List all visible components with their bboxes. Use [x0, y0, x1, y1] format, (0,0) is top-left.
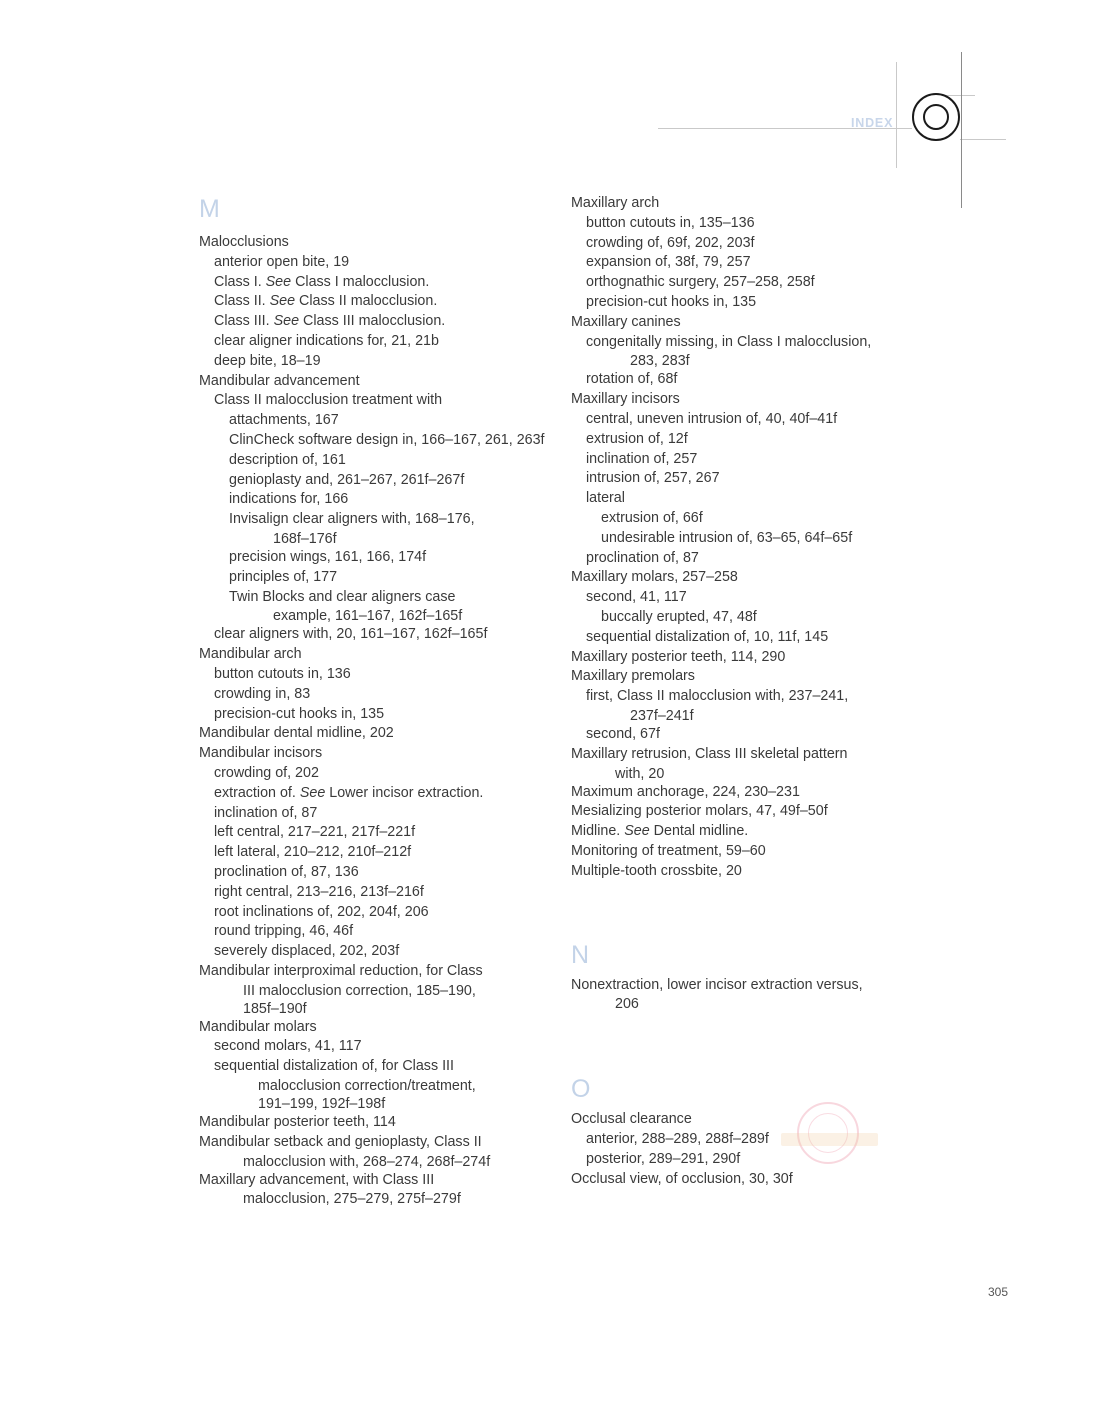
index-entry	[199, 490, 549, 510]
index-entry	[199, 843, 549, 863]
index-entry-text: Mandibular setback and genioplasty, Class II	[199, 1133, 482, 1150]
index-entry-text: precision-cut hooks in, 135	[586, 293, 757, 310]
section-letter-n: N	[571, 940, 590, 969]
index-entry-text: Monitoring of treatment, 59–60	[571, 842, 766, 859]
index-entry-text: ClinCheck software design in, 166–167, 261, 263f	[229, 431, 545, 448]
index-entry	[199, 804, 549, 824]
index-entry	[199, 903, 549, 923]
index-entry	[199, 883, 549, 903]
page-number: 305	[988, 1285, 1009, 1299]
index-entry	[571, 509, 911, 529]
index-entries-o	[571, 1110, 911, 1189]
index-entry	[199, 1133, 549, 1171]
index-entry-text: deep bite, 18–19	[214, 352, 321, 369]
index-entry	[199, 665, 549, 685]
index-entry	[571, 1150, 911, 1170]
index-entry-text: Maxillary canines	[571, 313, 681, 330]
index-entry	[571, 783, 911, 803]
index-entry-text: precision-cut hooks in, 135	[214, 705, 385, 722]
index-entry-text: principles of, 177	[229, 568, 338, 585]
section-letter-o: O	[571, 1075, 591, 1104]
index-entry-continuation: 237f–241f	[630, 707, 694, 724]
index-entry-text: undesirable intrusion of, 63–65, 64f–65f	[601, 529, 853, 546]
index-entry	[571, 214, 911, 234]
index-entry-text: second, 67f	[586, 725, 660, 742]
index-entry-text: Mesializing posterior molars, 47, 49f–50f	[571, 803, 828, 820]
index-entry	[199, 962, 549, 1018]
index-entry	[571, 390, 911, 410]
index-entry-text: second, 41, 117	[586, 589, 687, 606]
header-index-label: INDEX	[851, 116, 894, 130]
index-entry	[571, 194, 911, 214]
index-entries-left	[199, 233, 549, 1208]
index-entry-text: precision wings, 161, 166, 174f	[229, 548, 427, 565]
index-entry-text: orthognathic surgery, 257–258, 258f	[586, 274, 815, 291]
index-entry	[199, 744, 549, 764]
section-letter-ring-inner-icon	[923, 104, 949, 130]
index-entry-text: severely displaced, 202, 203f	[214, 943, 400, 960]
index-entry	[571, 862, 911, 882]
index-entry	[571, 293, 911, 313]
index-entry	[571, 370, 911, 390]
index-entry-text: clear aligners with, 20, 161–167, 162f–165f	[214, 626, 488, 643]
index-entry-text: left central, 217–221, 217f–221f	[214, 824, 416, 841]
header-vertical-rule-main	[961, 52, 962, 208]
index-entry	[199, 685, 549, 705]
index-column-left	[199, 194, 549, 1208]
index-entry-continuation: malocclusion, 275–279, 275f–279f	[243, 1191, 461, 1208]
index-entry-text: Mandibular arch	[199, 646, 302, 663]
index-entry	[571, 313, 911, 333]
index-entry-text: Malocclusions	[199, 234, 289, 250]
index-entry-text: right central, 213–216, 213f–216f	[214, 883, 424, 900]
index-entry-text: extrusion of, 12f	[586, 430, 688, 447]
index-entry	[199, 273, 549, 293]
index-entry-continuation: 191–199, 192f–198f	[258, 1096, 386, 1113]
index-entry	[199, 625, 549, 645]
index-entry	[199, 332, 549, 352]
index-entry	[199, 253, 549, 273]
index-entry-text: buccally erupted, 47, 48f	[601, 608, 757, 625]
index-entry	[199, 568, 549, 588]
index-entry	[571, 469, 911, 489]
index-entry	[199, 645, 549, 665]
index-entry-continuation: with, 20	[615, 765, 665, 782]
index-entry-text: Maxillary arch	[571, 195, 660, 211]
index-entry	[199, 451, 549, 471]
index-entry-text: Midline. See Dental midline.	[571, 823, 749, 840]
index-entry-text: Class III. See Class III malocclusion.	[214, 313, 446, 330]
index-entry	[199, 312, 549, 332]
index-entry-continuation: III malocclusion correction, 185–190,	[243, 982, 476, 999]
index-entry	[199, 705, 549, 725]
index-entry	[199, 352, 549, 372]
index-entry-text: Invisalign clear aligners with, 168–176,	[229, 511, 475, 528]
index-entry-text: central, uneven intrusion of, 40, 40f–41f	[586, 410, 838, 427]
index-entry-continuation: 283, 283f	[630, 353, 690, 370]
index-entry-text: lateral	[586, 490, 625, 507]
index-entry-text: round tripping, 46, 46f	[214, 923, 354, 940]
index-entry	[199, 1018, 549, 1038]
index-entry	[199, 823, 549, 843]
index-entry	[571, 1110, 911, 1130]
index-entry	[571, 608, 911, 628]
index-entry	[199, 233, 549, 253]
index-entry	[199, 372, 549, 392]
index-entry-continuation: example, 161–167, 162f–165f	[273, 608, 463, 625]
index-entry	[199, 863, 549, 883]
watermark-stamp-band	[781, 1133, 878, 1146]
index-entry	[571, 842, 911, 862]
index-entry	[571, 489, 911, 509]
index-entry	[199, 1037, 549, 1057]
index-entry	[199, 942, 549, 962]
index-entry-text: Occlusal clearance	[571, 1111, 692, 1128]
index-entry	[571, 410, 911, 430]
index-entry	[199, 391, 549, 411]
index-entry-text: Nonextraction, lower incisor extraction versus,	[571, 976, 863, 993]
header-vertical-rule	[896, 62, 897, 168]
index-entry-text: Mandibular posterior teeth, 114	[199, 1114, 396, 1131]
index-entry-text: first, Class II malocclusion with, 237–241,	[586, 688, 849, 705]
index-entry	[571, 745, 911, 783]
index-entry-text: Twin Blocks and clear aligners case	[229, 588, 456, 605]
index-entry-text: Maxillary posterior teeth, 114, 290	[571, 648, 786, 665]
index-column-right	[571, 194, 911, 1189]
index-entry	[571, 253, 911, 273]
index-entry-text: anterior, 288–289, 288f–289f	[586, 1131, 769, 1148]
index-entry-text: root inclinations of, 202, 204f, 206	[214, 903, 429, 920]
index-entry	[571, 687, 911, 725]
index-entry-text: Maxillary premolars	[571, 668, 695, 685]
index-entry-text: Multiple-tooth crossbite, 20	[571, 862, 742, 879]
index-entry	[199, 471, 549, 491]
index-entry-continuation: malocclusion with, 268–274, 268f–274f	[243, 1153, 491, 1170]
index-entry-text: sequential distalization of, for Class III	[214, 1058, 454, 1075]
index-entry	[571, 234, 911, 254]
index-entry	[199, 292, 549, 312]
index-entry	[571, 450, 911, 470]
index-entry-text: Class I. See Class I malocclusion.	[214, 273, 430, 290]
index-entry-text: expansion of, 38f, 79, 257	[586, 254, 751, 271]
index-entry	[199, 510, 549, 548]
index-entry-text: sequential distalization of, 10, 11f, 145	[586, 628, 829, 645]
index-entry	[571, 1170, 911, 1190]
index-entry	[571, 667, 911, 687]
index-entry-continuation: malocclusion correction/treatment,	[258, 1078, 476, 1095]
index-entry	[199, 1057, 549, 1113]
index-entry-text: posterior, 289–291, 290f	[586, 1150, 741, 1167]
index-entry	[199, 724, 549, 744]
index-entry-text: crowding of, 202	[214, 764, 319, 781]
index-entry-text: congenitally missing, in Class I malocclusion,	[586, 333, 872, 350]
index-entry	[571, 725, 911, 745]
index-entry	[199, 431, 549, 451]
index-entry-text: Maxillary advancement, with Class III	[199, 1171, 435, 1188]
header-cross-rule	[960, 139, 1006, 140]
index-entry-text: Mandibular molars	[199, 1018, 317, 1035]
index-entry	[571, 648, 911, 668]
index-entry	[571, 430, 911, 450]
index-entry	[571, 588, 911, 608]
index-entry-text: proclination of, 87, 136	[214, 863, 359, 880]
index-entry	[571, 529, 911, 549]
index-entries-right	[571, 194, 911, 882]
index-entry-text: attachments, 167	[229, 412, 339, 429]
index-entry-text: crowding of, 69f, 202, 203f	[586, 234, 755, 251]
index-entry-text: Maximum anchorage, 224, 230–231	[571, 783, 800, 800]
index-entry-text: button cutouts in, 135–136	[586, 214, 755, 231]
section-letter-m: M	[199, 195, 220, 223]
index-entry	[571, 628, 911, 648]
index-entry-text: Maxillary incisors	[571, 391, 680, 408]
index-entry	[199, 548, 549, 568]
index-entry-text: Class II. See Class II malocclusion.	[214, 293, 438, 310]
index-entry-text: rotation of, 68f	[586, 371, 678, 388]
index-entry-text: extraction of. See Lower incisor extraction.	[214, 784, 484, 801]
index-entry	[571, 549, 911, 569]
index-entry-text: Class II malocclusion treatment with	[214, 392, 443, 409]
index-entry	[571, 802, 911, 822]
index-entry-text: description of, 161	[229, 451, 346, 468]
index-entry-continuation: 185f–190f	[243, 1000, 307, 1017]
index-entry-text: Maxillary molars, 257–258	[571, 569, 738, 586]
index-entry-continuation: 206	[615, 996, 639, 1013]
index-entry-text: button cutouts in, 136	[214, 665, 351, 682]
index-entry-text: second molars, 41, 117	[214, 1038, 362, 1055]
index-entry	[199, 411, 549, 431]
index-entry-text: extrusion of, 66f	[601, 509, 703, 526]
index-entry	[199, 588, 549, 626]
index-entry	[199, 1171, 549, 1209]
index-entry	[571, 333, 911, 371]
index-entry	[571, 822, 911, 842]
index-entry	[571, 568, 911, 588]
index-entry-text: anterior open bite, 19	[214, 253, 350, 270]
index-entry	[199, 922, 549, 942]
index-entry-text: left lateral, 210–212, 210f–212f	[214, 844, 412, 861]
index-entry-text: clear aligner indications for, 21, 21b	[214, 332, 439, 349]
index-entry-text: proclination of, 87	[586, 549, 699, 566]
index-entry-text: inclination of, 257	[586, 450, 698, 467]
index-entry	[571, 976, 911, 1014]
index-entry	[199, 1113, 549, 1133]
index-entry-text: crowding in, 83	[214, 685, 311, 702]
index-entry-text: genioplasty and, 261–267, 261f–267f	[229, 471, 465, 488]
index-entry-continuation: 168f–176f	[273, 530, 337, 547]
index-entry-text: Mandibular interproximal reduction, for Class	[199, 962, 483, 979]
index-entry-text: Mandibular advancement	[199, 372, 360, 389]
index-entry-text: Maxillary retrusion, Class III skeletal pattern	[571, 745, 848, 762]
index-entry	[199, 764, 549, 784]
index-entry	[571, 273, 911, 293]
index-entry-text: indications for, 166	[229, 491, 349, 508]
index-entry	[199, 784, 549, 804]
index-entry-text: Occlusal view, of occlusion, 30, 30f	[571, 1170, 793, 1187]
index-entry-text: inclination of, 87	[214, 804, 318, 821]
index-entries-n	[571, 976, 911, 1014]
index-entry-text: intrusion of, 257, 267	[586, 470, 720, 487]
index-entry-text: Mandibular incisors	[199, 745, 323, 762]
index-entry-text: Mandibular dental midline, 202	[199, 725, 394, 742]
